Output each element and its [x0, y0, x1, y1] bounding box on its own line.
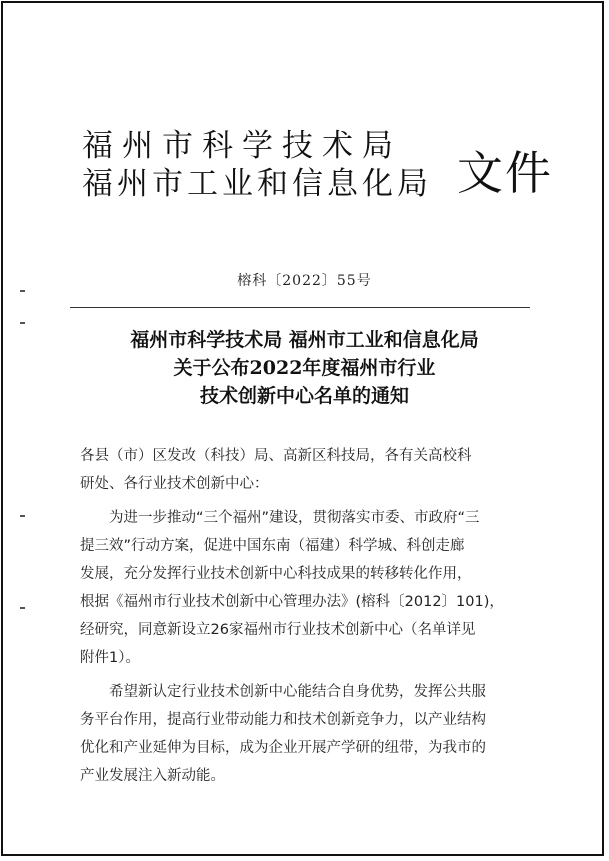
- issuer-name-1: 福州市科学技术局: [82, 128, 402, 164]
- margin-mark: [20, 290, 25, 292]
- text-line: 经研究，同意新设立26家福州市行业技术创新中心（名单详见: [80, 622, 476, 638]
- text-line: 研处、各行业技术创新中心：: [80, 476, 269, 492]
- title-line: 福州市科学技术局 福州市工业和信息化局: [130, 329, 479, 351]
- title-line: 关于公布2022年度福州市行业: [173, 357, 436, 379]
- paragraph-2: [80, 678, 550, 790]
- document-type-label: 文件: [457, 146, 553, 200]
- margin-mark: [20, 322, 25, 324]
- title-line: 技术创新中心名单的通知: [199, 385, 409, 407]
- text-line: 根据《福州市行业技术创新中心管理办法》(榕科〔2012〕101)，: [80, 594, 504, 610]
- text-line: 发展，充分发挥行业技术创新中心科技成果的转移转化作用，: [80, 566, 472, 582]
- document-header: [82, 128, 562, 218]
- text-line: 优化和产业延伸为目标，成为企业开展产学研的纽带，为我市的: [80, 740, 486, 756]
- paragraph-1: [80, 504, 550, 672]
- text-line: 提三效”行动方案，促进中国东南（福建）科学城、科创走廊: [80, 538, 465, 554]
- document-number: 榕科〔2022〕55号: [237, 273, 372, 289]
- text-line: 附件1）。: [80, 650, 140, 666]
- text-line: 为进一步推动“三个福州”建设，贯彻落实市委、市政府“三: [109, 510, 480, 526]
- document-title: [0, 326, 609, 410]
- margin-mark: [20, 515, 25, 517]
- text-line: 各县（市）区发改（科技）局、高新区科技局，各有关高校科: [80, 448, 472, 464]
- document-body: [80, 442, 550, 790]
- margin-mark: [20, 607, 25, 609]
- header-divider: [70, 307, 530, 308]
- text-line: 务平台作用，提高行业带动能力和技术创新竞争力，以产业结构: [80, 712, 486, 728]
- text-line: 产业发展注入新动能。: [80, 768, 225, 784]
- text-line: 希望新认定行业技术创新中心能结合自身优势，发挥公共服: [109, 684, 486, 700]
- issuer-name-2: 福州市工业和信息化局: [82, 166, 432, 202]
- salutation: [80, 442, 550, 498]
